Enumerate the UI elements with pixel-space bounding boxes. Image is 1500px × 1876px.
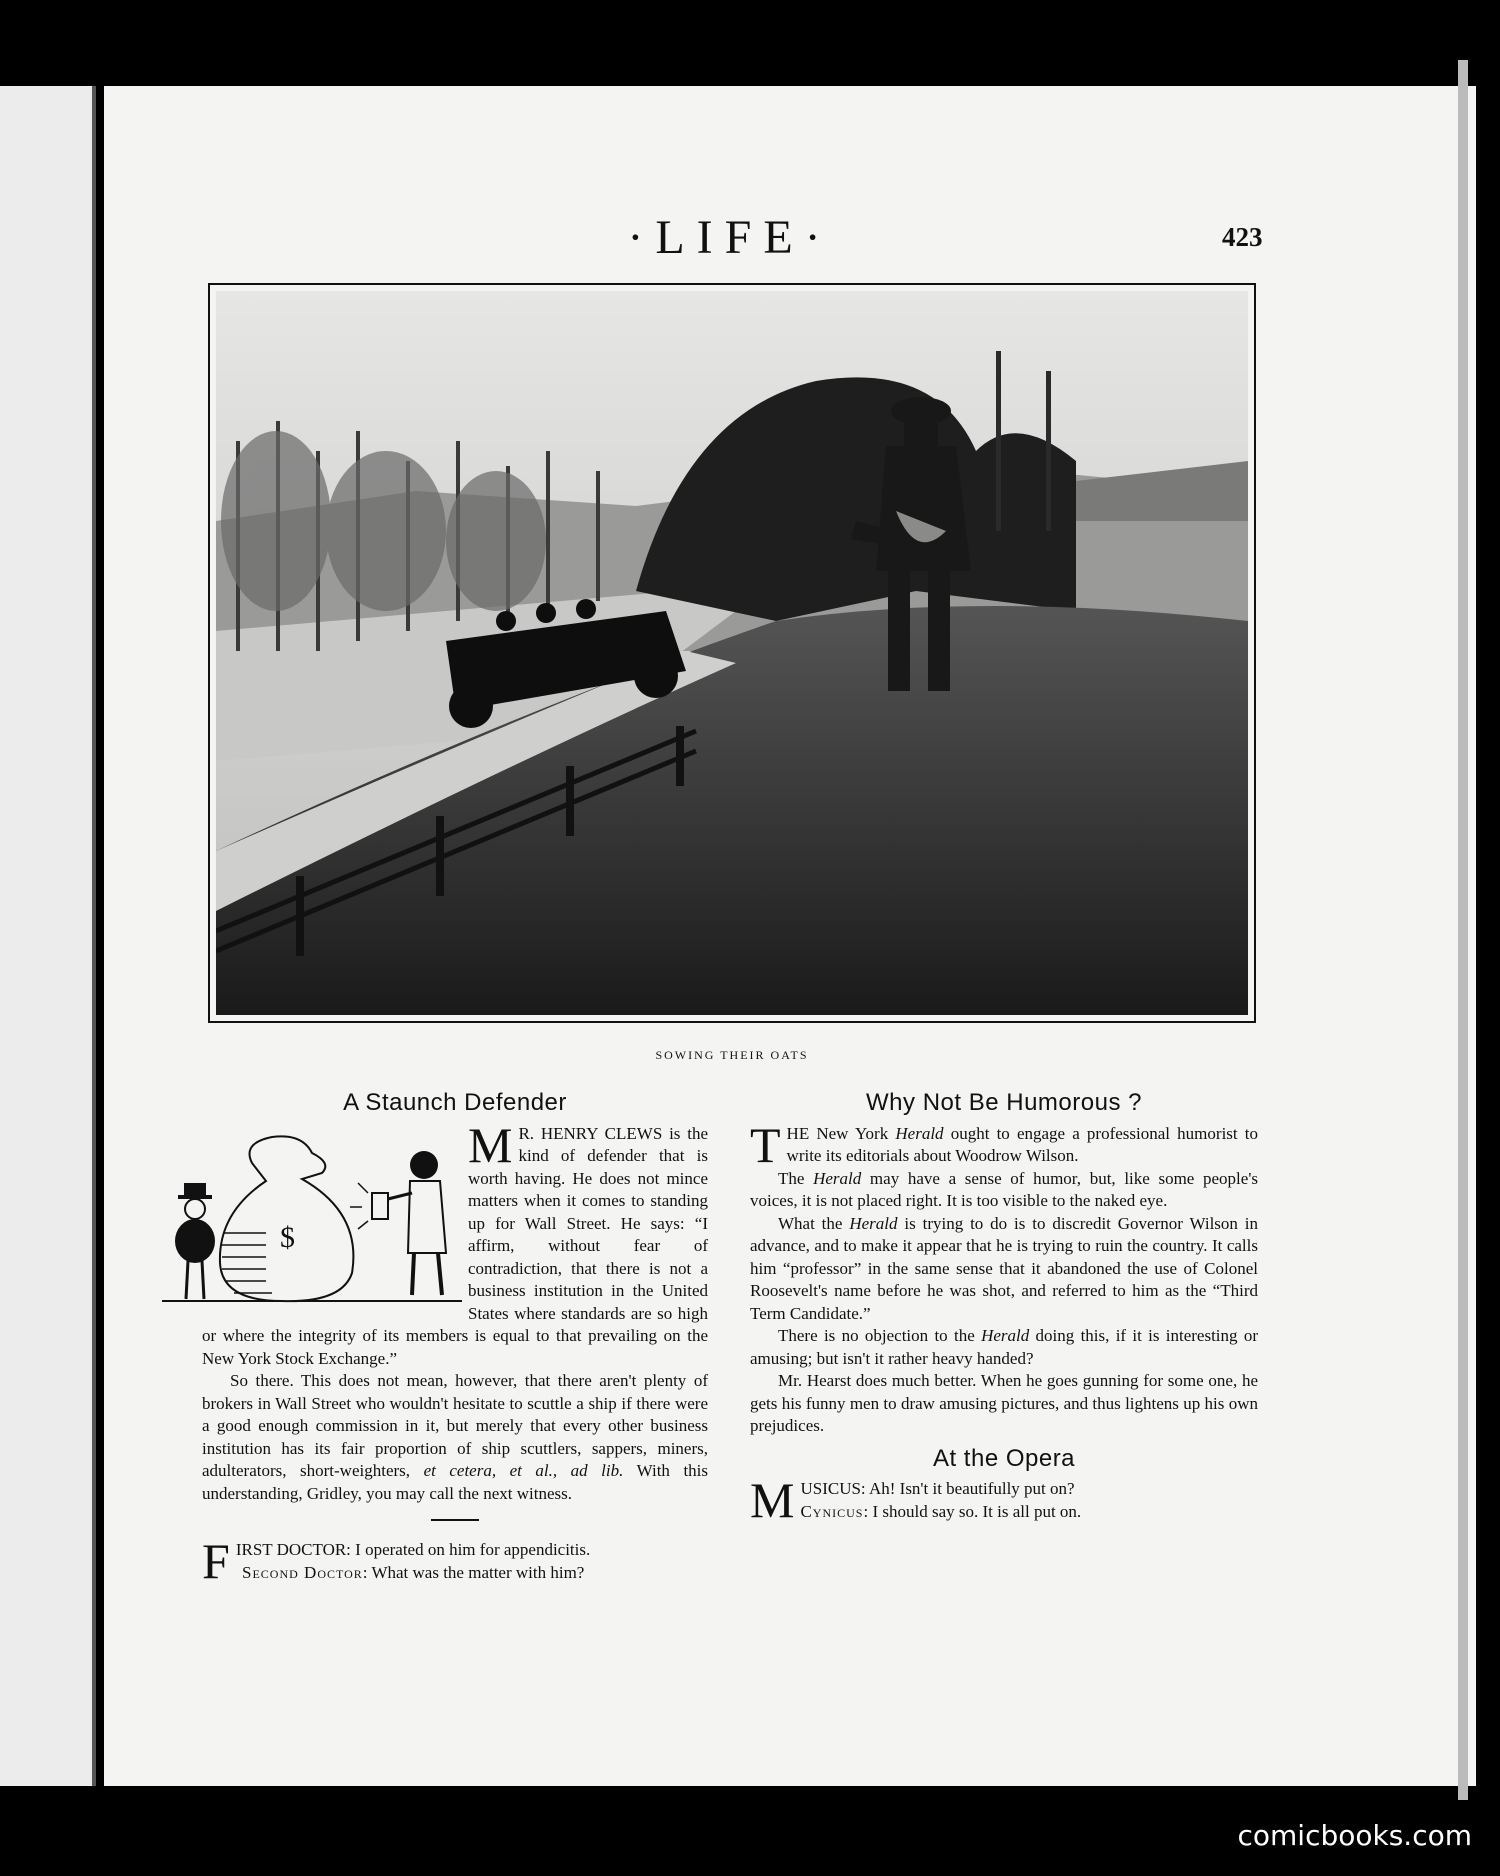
paragraph-text: may have a sense of humor, but, like some people's voices, it is not placed right. It is too visible to the naked eye. bbox=[750, 1168, 1258, 1210]
page-number: 423 bbox=[1222, 222, 1263, 252]
dropcap-f: F bbox=[202, 1533, 230, 1589]
dropcap-m: M bbox=[468, 1116, 513, 1173]
paragraph-text: : What was the matter with him? bbox=[362, 1562, 585, 1582]
humorous-paragraph-3 bbox=[750, 1213, 1258, 1326]
paragraph-text: What the bbox=[778, 1213, 843, 1233]
doctor-joke-line-2 bbox=[202, 1562, 708, 1585]
paragraph-text: So there. This does not mean, however, that there aren't plenty of brokers in Wall Street who wouldn't hesitate to scuttle a ship if there were a good enough commission in it, but merely that every other business institution has its fair proportion of ship scuttlers, sappers, miners, adulterators, short-weighters, bbox=[202, 1371, 708, 1480]
dropcap-m-opera: M bbox=[750, 1472, 795, 1528]
staunch-defender-paragraph-2 bbox=[202, 1370, 708, 1505]
right-column bbox=[750, 1089, 1259, 1528]
left-column bbox=[202, 1089, 709, 1589]
paragraph-text: USICUS: Ah! Isn't it beautifully put on? bbox=[800, 1479, 1075, 1498]
italic-herald: Herald bbox=[981, 1326, 1030, 1345]
paragraph-text: There is no objection to the bbox=[778, 1326, 975, 1345]
facing-page-edge bbox=[0, 86, 96, 1786]
italic-herald: Herald bbox=[895, 1123, 944, 1143]
dropcap-t: T bbox=[750, 1116, 781, 1173]
section-divider bbox=[431, 1519, 479, 1521]
italic-herald: Herald bbox=[813, 1168, 862, 1188]
paragraph-text: : I should say so. It is all put on. bbox=[863, 1501, 1082, 1521]
landscape-illustration bbox=[216, 291, 1248, 1015]
watermark: comicbooks.com bbox=[1237, 1819, 1472, 1852]
paragraph-text: IRST DOCTOR: I operated on him for appendicitis. bbox=[235, 1540, 591, 1559]
cartoon-moneybag-icon bbox=[162, 1123, 462, 1313]
humorous-paragraph-4 bbox=[750, 1325, 1258, 1370]
illustration-caption: SOWING THEIR OATS bbox=[655, 1048, 809, 1062]
svg-text:$: $ bbox=[280, 1220, 295, 1254]
humorous-paragraph-5: Mr. Hearst does much better. When he goes gunning for some one, he gets his funny men to draw amusing pictures, and thus lightens up his own prejudices. bbox=[750, 1371, 1258, 1435]
heading-staunch-defender: A Staunch Defender bbox=[343, 1089, 567, 1116]
paragraph-text: HE New York bbox=[786, 1123, 889, 1143]
heading-at-the-opera: At the Opera bbox=[932, 1444, 1076, 1472]
opera-line-2 bbox=[750, 1501, 1258, 1524]
masthead: ·LIFE· bbox=[627, 211, 833, 264]
illustration bbox=[208, 283, 1256, 1023]
paragraph-text: The bbox=[778, 1168, 805, 1188]
humorous-paragraph-1 bbox=[750, 1116, 1259, 1173]
page-edge bbox=[1458, 60, 1468, 1800]
paragraph-text: ought to engage a professional humorist to write its editorials about Woodrow Wilson. bbox=[786, 1123, 1259, 1165]
italic-herald: Herald bbox=[849, 1213, 898, 1233]
heading-why-not-be-humorous: Why Not Be Humorous ? bbox=[866, 1089, 1142, 1116]
paragraph-text: With this understanding, Gridley, you may call the next witness. bbox=[202, 1461, 709, 1503]
speaker-name: Cynicus bbox=[800, 1501, 864, 1521]
italic-text: et cetera, et al., ad lib. bbox=[423, 1461, 624, 1480]
paragraph-text: R. HENRY CLEWS is the kind of defender that is worth having. He does not mince matters when it comes to standing up for Wall Street. He says: “I affirm, without fear of contradiction, that there is not a business institution in the United States where standards are so high or where the integrity of its members is equal to that prevailing on the New York Stock Exchange.” bbox=[202, 1123, 708, 1368]
speaker-name: Second Doctor bbox=[242, 1562, 363, 1582]
paragraph-text: doing this, if it is interesting or amusing; but isn't it rather heavy handed? bbox=[750, 1326, 1258, 1368]
paragraph-text: is trying to do is to discredit Governor Wilson in advance, and to make it appear that he is trying to ruin the country. It calls him “professor” in the same sense that it abandoned the use of Colonel Roosevelt's name before he was shot, and referred to him as the “Third Term Candidate.” bbox=[750, 1213, 1258, 1323]
humorous-paragraph-2 bbox=[750, 1168, 1258, 1213]
